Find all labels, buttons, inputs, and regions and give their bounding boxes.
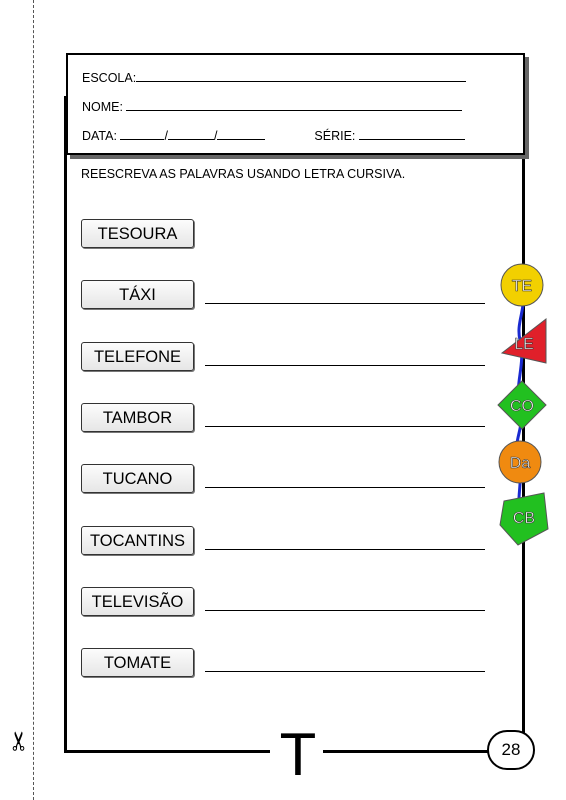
name-field[interactable] xyxy=(126,98,462,111)
date-row xyxy=(82,127,465,143)
word-card: TOCANTINS xyxy=(81,526,194,555)
date-year-field[interactable] xyxy=(217,127,265,140)
word-card: TUCANO xyxy=(81,464,194,493)
writing-line[interactable] xyxy=(205,426,485,427)
scissors-icon: ✂ xyxy=(3,730,34,752)
word-card: TELEVISÃO xyxy=(81,587,194,616)
grade-field[interactable] xyxy=(359,127,465,140)
syllable-badge xyxy=(500,493,548,545)
writing-line[interactable] xyxy=(205,671,485,672)
word-card: TAMBOR xyxy=(81,403,194,432)
writing-line[interactable] xyxy=(205,365,485,366)
name-label: NOME: xyxy=(82,100,123,114)
writing-line[interactable] xyxy=(205,303,485,304)
date-separator: / xyxy=(164,129,168,143)
syllable-badge xyxy=(501,264,543,306)
name-row xyxy=(82,98,462,114)
date-separator: / xyxy=(213,129,218,143)
school-row xyxy=(82,69,466,85)
school-label: ESCOLA: xyxy=(82,71,137,85)
instruction-text: REESCREVA AS PALAVRAS USANDO LETRA CURSIVA. xyxy=(81,167,406,181)
date-label: DATA: xyxy=(82,129,117,143)
syllable-badge xyxy=(498,381,546,429)
word-card: TELEFONE xyxy=(81,342,194,371)
writing-line[interactable] xyxy=(205,549,485,550)
frame-bottom-right xyxy=(323,750,493,753)
featured-letter: T xyxy=(279,721,317,788)
student-info-box xyxy=(66,53,525,155)
date-day-field[interactable] xyxy=(120,127,164,140)
page-number: 28 xyxy=(487,730,535,770)
word-card: TÁXI xyxy=(81,280,194,309)
frame-bottom-left xyxy=(64,750,270,753)
writing-line[interactable] xyxy=(205,487,485,488)
syllable-text: LE xyxy=(514,336,534,353)
school-field[interactable] xyxy=(136,69,466,82)
word-card: TOMATE xyxy=(81,648,194,677)
cut-line xyxy=(33,0,34,800)
syllable-text: CB xyxy=(512,510,536,527)
syllable-chain-decoration xyxy=(490,255,550,555)
syllable-text: TE xyxy=(511,278,533,295)
date-month-field[interactable] xyxy=(168,127,214,140)
syllable-text: CO xyxy=(510,398,534,415)
word-card: TESOURA xyxy=(81,219,194,248)
writing-line[interactable] xyxy=(205,610,485,611)
grade-label: SÉRIE: xyxy=(314,129,356,143)
syllable-text: Da xyxy=(509,455,531,472)
syllable-badge xyxy=(499,441,541,483)
syllable-badge xyxy=(502,319,546,363)
